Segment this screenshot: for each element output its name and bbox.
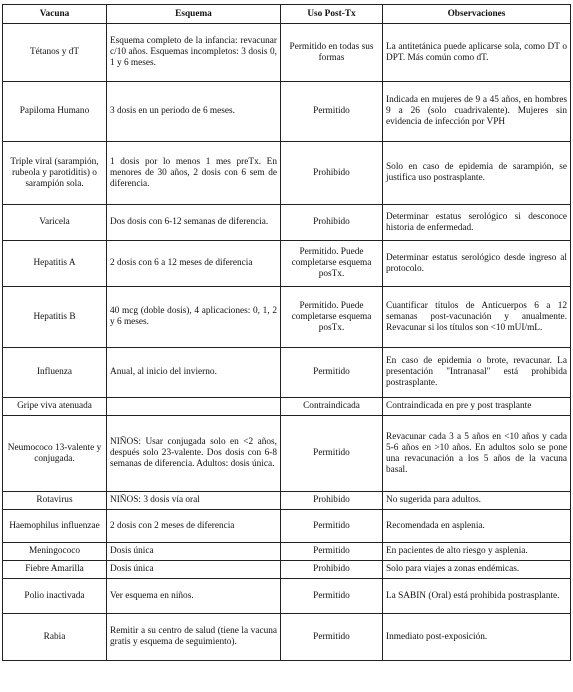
- cell-esquema: 1 dosis por lo menos 1 mes preTx. En menores de 30 años, 2 dosis con 6 sem de diferencia.: [107, 142, 281, 205]
- table-row: [3, 614, 571, 661]
- table-row: [3, 510, 571, 543]
- cell-uso: Prohibido: [281, 142, 383, 205]
- cell-observaciones: Solo para viajes a zonas endémicas.: [383, 561, 571, 579]
- cell-vacuna: Rabia: [3, 614, 107, 661]
- table-row: [3, 241, 571, 287]
- cell-vacuna: Tétanos y dT: [3, 24, 107, 82]
- cell-esquema: 40 mcg (doble dosis), 4 aplicaciones: 0, 1, 2 y 6 meses.: [107, 287, 281, 348]
- cell-vacuna: Triple viral (sarampión, rubeola y parotiditis) o sarampión sola.: [3, 142, 107, 205]
- cell-observaciones: La antitetánica puede aplicarse sola, como DT o DPT. Más común como dT.: [383, 24, 571, 82]
- header-esquema: Esquema: [107, 5, 281, 24]
- cell-observaciones: Indicada en mujeres de 9 a 45 años, en hombres 9 a 26 (solo cuadrivalente). Mujeres sin evidencia de infección por VPH: [383, 82, 571, 142]
- table-row: [3, 24, 571, 82]
- cell-vacuna: Gripe viva atenuada: [3, 398, 107, 416]
- table-row: [3, 579, 571, 614]
- table-row: [3, 287, 571, 348]
- cell-uso: Permitido: [281, 82, 383, 142]
- cell-uso: Permitido: [281, 614, 383, 661]
- cell-observaciones: Determinar estatus serológico si desconoce historia de enfermedad.: [383, 205, 571, 241]
- cell-vacuna: Hepatitis B: [3, 287, 107, 348]
- cell-vacuna: Hepatitis A: [3, 241, 107, 287]
- table-row: [3, 561, 571, 579]
- cell-esquema: Dos dosis con 6-12 semanas de diferencia.: [107, 205, 281, 241]
- cell-vacuna: Varicela: [3, 205, 107, 241]
- cell-esquema: NIÑOS: 3 dosis vía oral: [107, 492, 281, 510]
- cell-observaciones: Inmediato post-exposición.: [383, 614, 571, 661]
- cell-observaciones: Contraindicada en pre y post trasplante: [383, 398, 571, 416]
- cell-esquema: Ver esquema en niños.: [107, 579, 281, 614]
- cell-esquema: Remitir a su centro de salud (tiene la vacuna gratis y esquema de seguimiento).: [107, 614, 281, 661]
- cell-vacuna: Rotavirus: [3, 492, 107, 510]
- table-row: [3, 398, 571, 416]
- cell-uso: Permitido. Puede completarse esquema posTx.: [281, 241, 383, 287]
- header-row: [3, 5, 571, 24]
- cell-esquema: NIÑOS: Usar conjugada solo en <2 años, después solo 23-valente. Dos dosis con 6-8 semanas de diferencia. Adultos: dosis única.: [107, 416, 281, 492]
- cell-vacuna: Haemophilus influenzae: [3, 510, 107, 543]
- cell-vacuna: Papiloma Humano: [3, 82, 107, 142]
- table-row: [3, 82, 571, 142]
- table-row: [3, 348, 571, 398]
- cell-vacuna: Influenza: [3, 348, 107, 398]
- cell-uso: Permitido: [281, 348, 383, 398]
- cell-observaciones: Recomendada en asplenia.: [383, 510, 571, 543]
- cell-observaciones: Cuantificar títulos de Anticuerpos 6 a 12 semanas post-vacunación y anualmente. Revacunar si los títulos son <10 mUI/mL.: [383, 287, 571, 348]
- cell-observaciones: Revacunar cada 3 a 5 años en <10 años y cada 5-6 años en >10 años. En adultos solo se pone una revacunación a los 5 años de la vacuna basal.: [383, 416, 571, 492]
- cell-observaciones: En caso de epidemia o brote, revacunar. La presentación "Intranasal" está prohibida postrasplante.: [383, 348, 571, 398]
- vaccination-table: [2, 4, 571, 661]
- cell-esquema: Dosis única: [107, 561, 281, 579]
- table-row: [3, 492, 571, 510]
- table-row: [3, 142, 571, 205]
- cell-esquema: Esquema completo de la infancia: revacunar c/10 años. Esquemas incompletos: 3 dosis 0, 1 y 6 meses.: [107, 24, 281, 82]
- table-row: [3, 543, 571, 561]
- cell-esquema: Anual, al inicio del invierno.: [107, 348, 281, 398]
- cell-esquema: [107, 398, 281, 416]
- cell-esquema: 2 dosis con 2 meses de diferencia: [107, 510, 281, 543]
- cell-uso: Prohibido: [281, 205, 383, 241]
- cell-vacuna: Polio inactivada: [3, 579, 107, 614]
- table-row: [3, 416, 571, 492]
- header-vacuna: Vacuna: [3, 5, 107, 24]
- cell-esquema: 2 dosis con 6 a 12 meses de diferencia: [107, 241, 281, 287]
- cell-uso: Prohibido: [281, 492, 383, 510]
- cell-uso: Permitido. Puede completarse esquema posTx.: [281, 287, 383, 348]
- cell-vacuna: Meningococo: [3, 543, 107, 561]
- table-header: [3, 5, 571, 24]
- table-body: [3, 24, 571, 661]
- cell-uso: Permitido en todas sus formas: [281, 24, 383, 82]
- cell-uso: Permitido: [281, 510, 383, 543]
- cell-observaciones: En pacientes de alto riesgo y asplenia.: [383, 543, 571, 561]
- cell-vacuna: Neumococo 13-valente y conjugada.: [3, 416, 107, 492]
- cell-observaciones: No sugerida para adultos.: [383, 492, 571, 510]
- cell-uso: Permitido: [281, 579, 383, 614]
- cell-vacuna: Fiebre Amarilla: [3, 561, 107, 579]
- table-row: [3, 205, 571, 241]
- cell-uso: Permitido: [281, 416, 383, 492]
- header-observaciones: Observaciones: [383, 5, 571, 24]
- cell-observaciones: La SABIN (Oral) está prohibida postrasplante.: [383, 579, 571, 614]
- cell-uso: Prohibido: [281, 561, 383, 579]
- cell-observaciones: Determinar estatus serológico desde ingreso al protocolo.: [383, 241, 571, 287]
- cell-uso: Contraindicada: [281, 398, 383, 416]
- cell-uso: Permitido: [281, 543, 383, 561]
- cell-esquema: Dosis única: [107, 543, 281, 561]
- cell-esquema: 3 dosis en un periodo de 6 meses.: [107, 82, 281, 142]
- cell-observaciones: Solo en caso de epidemia de sarampión, se justifica uso postrasplante.: [383, 142, 571, 205]
- header-uso-post-tx: Uso Post-Tx: [281, 5, 383, 24]
